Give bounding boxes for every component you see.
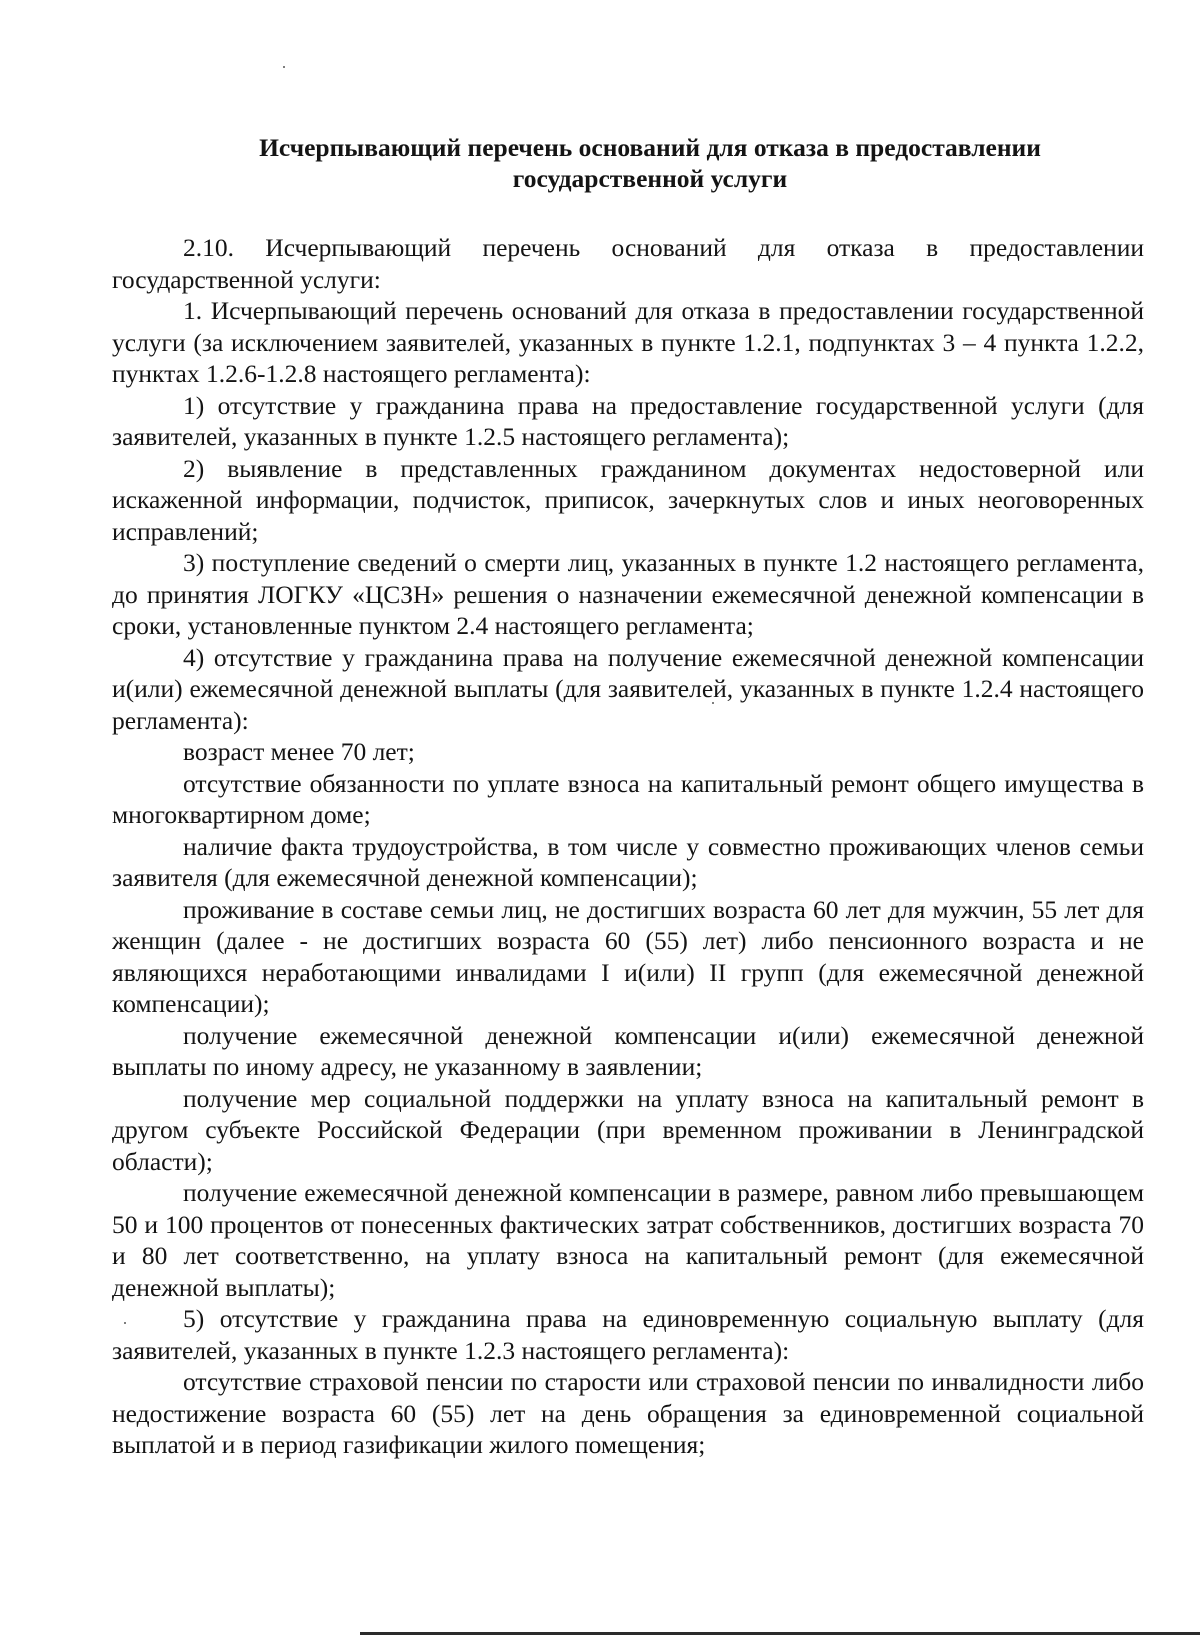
scan-speck [283,66,285,68]
document-heading [200,132,1100,194]
ground-2: 2) выявление в представленных гражданином документах недостоверной или искаженной информации, подчисток, приписок, зачеркнутых слов и иных неоговоренных исправлений; [112,453,1144,546]
ground-4-item-no-obligation: отсутствие обязанности по уплате взноса на капитальный ремонт общего имущества в многоквартирном доме; [112,768,1144,829]
ground-4-item-compensation-size: получение ежемесячной денежной компенсации в размере, равном либо превышающем 50 и 100 процентов от понесенных фактических затрат собственников, достигших возраста 70 и 80 лет соответственно, на уплату взноса на капитальный ремонт (для ежемесячной денежной выплаты); [112,1178,1144,1302]
ground-4-item-other-address: получение ежемесячной денежной компенсации и(или) ежемесячной денежной выплаты по иному адресу, не указанному в заявлении; [112,1020,1144,1081]
heading-line-2: государственной услуги [512,164,788,193]
ground-4: 4) отсутствие у гражданина права на получение ежемесячной денежной компенсации и(или) ежемесячной денежной выплаты (для заявителей, указанных в пункте 1.2.4 настоящего регламента): [112,642,1144,735]
ground-4-item-family: проживание в составе семьи лиц, не достигших возраста 60 лет для мужчин, 55 лет для женщин (далее - не достигших возраста 60 (55) лет) либо пенсионного возраста и не являющихся неработающими инвалидами I и(или) II групп (для ежемесячной денежной компенсации); [112,894,1144,1018]
heading-line-1: Исчерпывающий перечень оснований для отказа в предоставлении [259,133,1041,162]
ground-5: 5) отсутствие у гражданина права на единовременную социальную выплату (для заявителей, указанных в пункте 1.2.3 настоящего регламента): [112,1304,1144,1365]
clause-1-intro: 1. Исчерпывающий перечень оснований для отказа в предоставлении государственной услуги (за исключением заявителей, указанных в пункте 1.2.1, подпунктах 3 – 4 пункта 1.2.2, пунктах 1.2.6-1.2.8 настоящего регламента): [112,296,1144,388]
section-2-10-intro: 2.10. Исчерпывающий перечень оснований для отказа в предоставлении государственной услуги: [112,233,1144,294]
ground-4-item-other-region: получение мер социальной поддержки на уплату взноса на капитальный ремонт в другом субъекте Российской Федерации (при временном проживании в Ленинградской области); [112,1083,1144,1176]
ground-3: 3) поступление сведений о смерти лиц, указанных в пункте 1.2 настоящего регламента, до принятия ЛОГКУ «ЦСЗН» решения о назначении ежемесячной денежной компенсации в сроки, установленные пунктом 2.4 настоящего регламента; [112,548,1144,640]
scan-edge-line [360,1632,1200,1635]
ground-4-item-employment: наличие факта трудоустройства, в том числе у совместно проживающих членов семьи заявителя (для ежемесячной денежной компенсации); [112,831,1144,892]
ground-4-item-age: возраст менее 70 лет; [183,737,415,766]
ground-5-item-pension: отсутствие страховой пенсии по старости или страховой пенсии по инвалидности либо недостижение возраста 60 (55) лет на день обращения за единовременной социальной выплатой и в период газификации жилого помещения; [112,1367,1144,1459]
document-body [112,232,1144,1461]
ground-1: 1) отсутствие у гражданина права на предоставление государственной услуги (для заявителей, указанных в пункте 1.2.5 настоящего регламента); [112,390,1144,451]
